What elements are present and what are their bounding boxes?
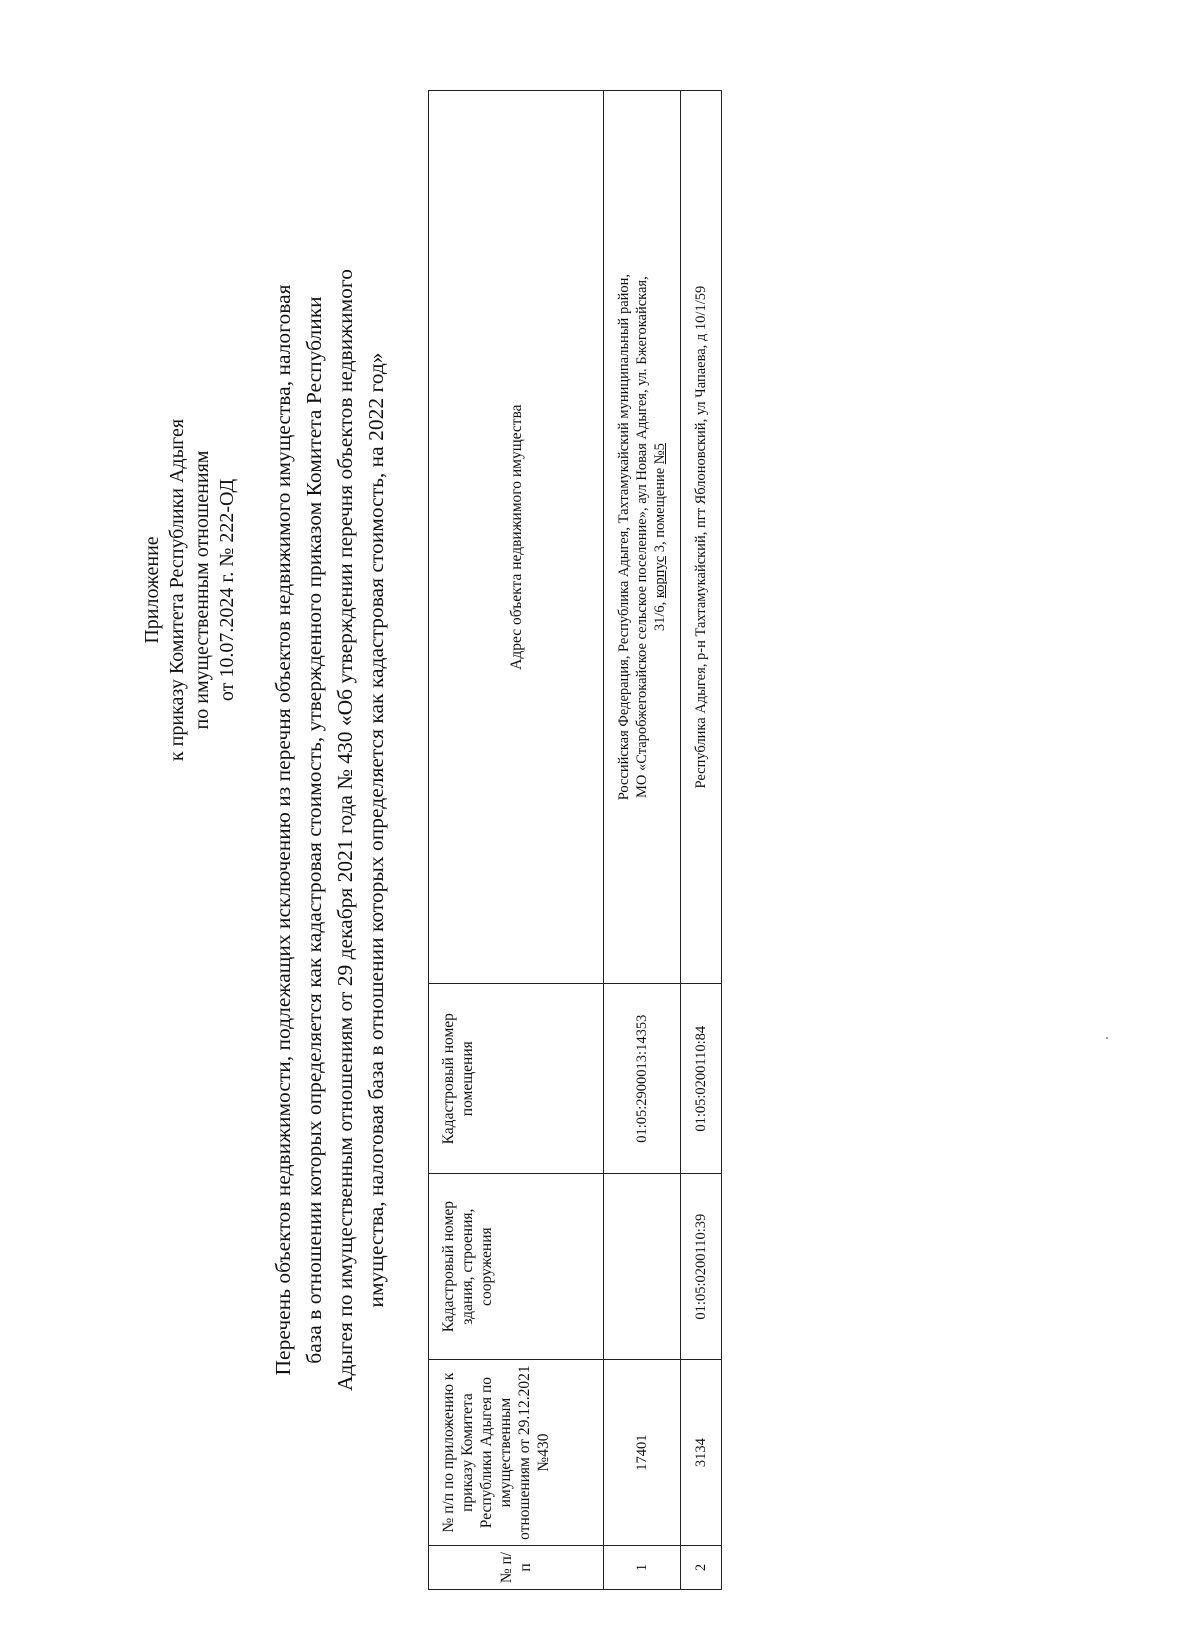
rotated-document-sheet <box>140 70 760 1590</box>
appendix-line: Приложение <box>141 536 163 644</box>
cell-premises-cadastral: 01:05:2900013:14353 <box>604 984 681 1174</box>
table-header-row <box>429 91 604 1590</box>
appendix-header <box>140 330 240 850</box>
appendix-line: от 10.07.2024 г. № 222-ОД <box>216 478 238 702</box>
cell-num: 1 <box>604 1546 681 1590</box>
address-line-part: 31/6, <box>652 601 668 632</box>
appendix-line: по имущественным отношениям <box>191 450 213 730</box>
address-underlined-part: корпус <box>652 555 668 599</box>
header-num: № п/п <box>429 1546 604 1590</box>
address-line: МО «Старобжегокайское сельское поселение», аул Новая Адыгея, ул. Бжегокайская, <box>634 276 650 798</box>
title-line: Перечень объектов недвижимости, подлежащих исключению из перечня объектов недвижимого имущества, налоговая <box>271 284 295 1376</box>
cell-num: 2 <box>681 1546 722 1590</box>
header-order-num: № п/п по приложению к приказу Комитета Республики Адыгея по имущественным отношениям от 29.12.2021 №430 <box>429 1360 604 1546</box>
cell-order-num: 17401 <box>604 1360 681 1546</box>
table-row <box>681 91 722 1590</box>
header-address: Адрес объекта недвижимого имущества <box>429 91 604 984</box>
cell-building-cadastral <box>604 1174 681 1360</box>
cell-premises-cadastral: 01:05:0200110:84 <box>681 984 722 1174</box>
cell-order-num: 3134 <box>681 1360 722 1546</box>
objects-table <box>428 90 722 1590</box>
appendix-line: к приказу Комитета Республики Адыгея <box>166 418 188 762</box>
title-line: база в отношении которых определяется как кадастровая стоимость, утвержденного приказом Комитета Республики <box>302 296 326 1364</box>
title-line: Адыгея по имущественным отношениям от 29 декабря 2021 года № 430 «Об утверждении перечня объектов недвижимого <box>333 269 357 1391</box>
address-underlined-part: №5 <box>652 443 668 465</box>
cell-address <box>604 91 681 984</box>
address-line: Российская Федерация, Республика Адыгея, Тахтамукайский муниципальный район, <box>616 273 632 801</box>
cell-address: Республика Адыгея, р-н Тахтамукайский, пгт Яблоновский, ул Чапаева, д 10/1/59 <box>681 91 722 984</box>
header-building-cadastral: Кадастровый номер здания, строения, сооружения <box>429 1174 604 1360</box>
scan-speck <box>1106 1037 1108 1039</box>
cell-building-cadastral: 01:05:0200110:39 <box>681 1174 722 1360</box>
address-line-part: 3, помещение <box>652 467 668 553</box>
header-premises-cadastral: Кадастровый номер помещения <box>429 984 604 1174</box>
document-title <box>268 110 392 1550</box>
title-line: имущества, налоговая база в отношении которых определяется как кадастровая стоимость, на 2022 год» <box>364 352 388 1308</box>
table-row <box>604 91 681 1590</box>
